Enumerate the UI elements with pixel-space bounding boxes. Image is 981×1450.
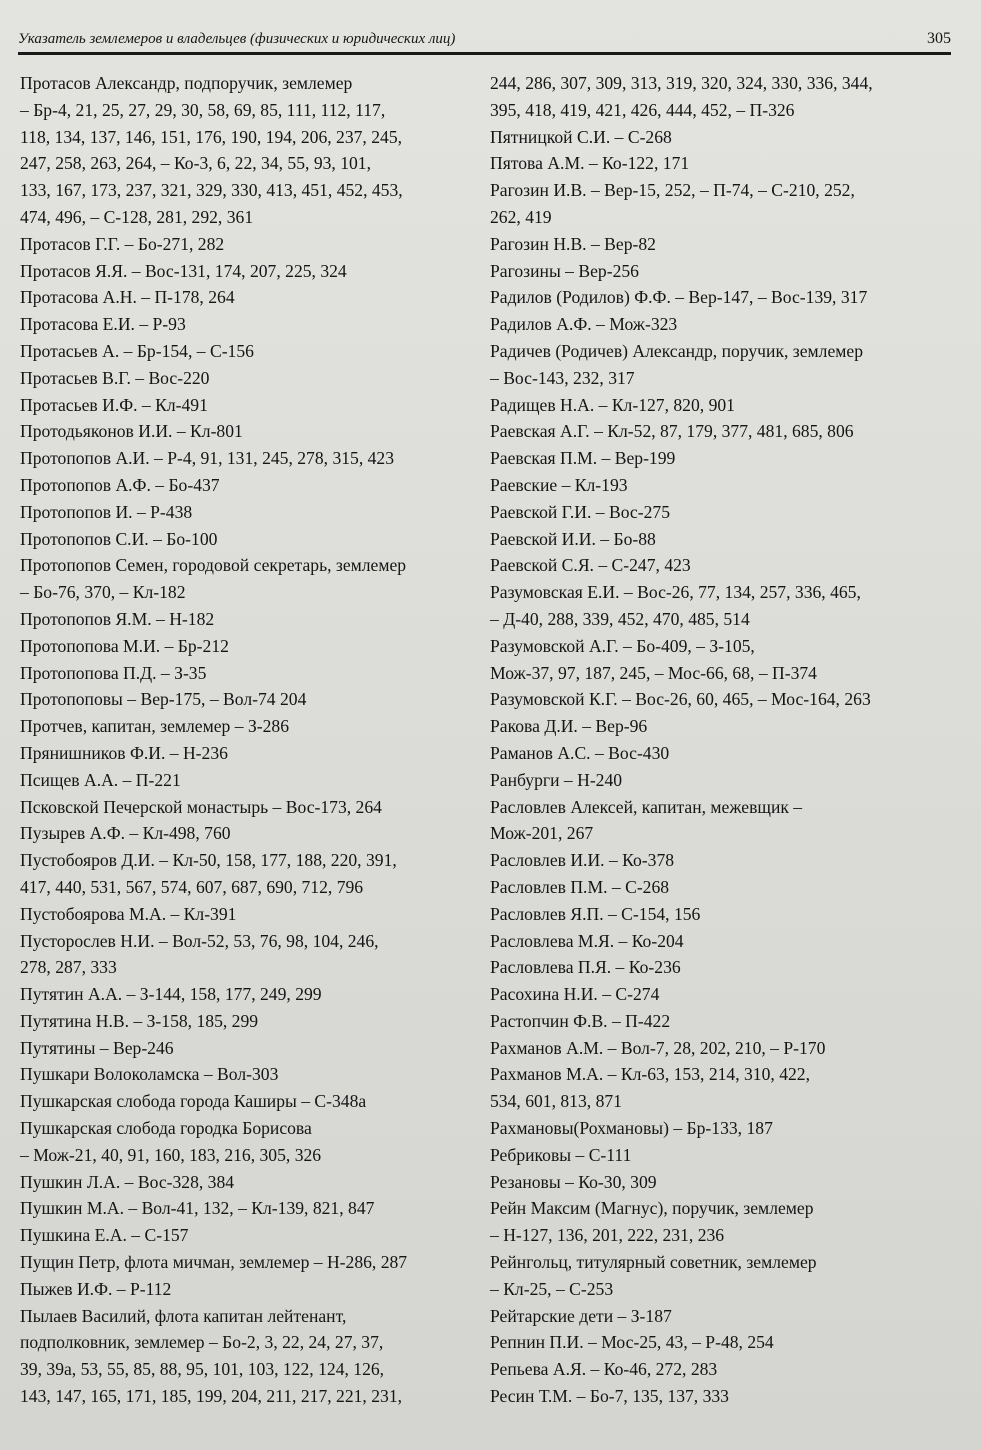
entry-first-line: Репнин П.И. – Мос-25, 43, – Р-48, 254 xyxy=(490,1332,774,1353)
entry-first-line: Раевской С.Я. – С-247, 423 xyxy=(490,555,691,576)
entry-continuation-line: 133, 167, 173, 237, 321, 329, 330, 413, 451, 452, 453, xyxy=(20,180,403,201)
entry-first-line: Протопопова П.Д. – З-35 xyxy=(20,662,207,683)
index-entry xyxy=(20,928,465,982)
entry-continuation-line: – Бо-76, 370, – Кл-182 xyxy=(20,582,186,603)
entry-first-line: Протопопова М.И. – Бр-212 xyxy=(20,635,229,656)
entry-continuation-line: Мож-37, 97, 187, 245, – Мос-66, 68, – П-374 xyxy=(490,662,817,683)
page-number: 305 xyxy=(927,30,951,47)
index-entry xyxy=(490,445,950,472)
entry-first-line: Растопчин Ф.В. – П-422 xyxy=(490,1010,671,1031)
entry-first-line: Протопопов И. – Р-438 xyxy=(20,501,193,522)
entry-continuation-line: – Вос-143, 232, 317 xyxy=(490,367,635,388)
entry-first-line: Пустороcлев Н.И. – Вол-52, 53, 76, 98, 104, 246, xyxy=(20,930,379,951)
entry-first-line: Путятин А.А. – З-144, 158, 177, 249, 299 xyxy=(20,984,322,1005)
entry-first-line: Псищев А.А. – П-221 xyxy=(20,769,181,790)
index-entry xyxy=(20,1276,465,1303)
entry-first-line: Пушкин М.А. – Вол-41, 132, – Кл-139, 821, 847 xyxy=(20,1198,375,1219)
entry-first-line: Прянишников Ф.И. – Н-236 xyxy=(20,742,228,763)
index-entry xyxy=(20,1008,465,1035)
entry-first-line: Протчев, капитан, землемер – З-286 xyxy=(20,716,290,737)
entry-first-line: Резановы – Ко-30, 309 xyxy=(490,1171,657,1192)
entry-first-line: Пушкарская слобода городка Борисова xyxy=(20,1118,312,1139)
entry-first-line: Пушкин Л.А. – Вос-328, 384 xyxy=(20,1171,235,1192)
entry-first-line: Расловлев Я.П. – С-154, 156 xyxy=(490,903,701,924)
index-entry xyxy=(20,338,465,365)
entry-first-line: Репьева А.Я. – Ко-46, 272, 283 xyxy=(490,1359,718,1380)
index-entry xyxy=(20,1169,465,1196)
index-entry xyxy=(20,686,465,713)
index-entry xyxy=(20,392,465,419)
index-entry xyxy=(490,177,950,231)
running-header xyxy=(18,18,951,55)
entry-first-line: Протасова Е.И. – Р-93 xyxy=(20,314,186,335)
index-entry xyxy=(490,1383,950,1410)
entry-first-line: Пустобояров Д.И. – Кл-50, 158, 177, 188, 220, 391, xyxy=(20,850,397,871)
entry-first-line: Протасьев И.Ф. – Кл-491 xyxy=(20,394,208,415)
entry-first-line: Протопопов Я.М. – Н-182 xyxy=(20,608,215,629)
index-entry xyxy=(20,820,465,847)
entry-first-line: Раевские – Кл-193 xyxy=(490,474,628,495)
entry-first-line: 244, 286, 307, 309, 313, 319, 320, 324, 330, 336, 344, xyxy=(490,73,873,93)
entry-first-line: Путятина Н.В. – З-158, 185, 299 xyxy=(20,1010,259,1031)
entry-first-line: Протасов Г.Г. – Бо-271, 282 xyxy=(20,233,225,254)
entry-continuation-line: 534, 601, 813, 871 xyxy=(490,1091,622,1112)
index-entry xyxy=(490,70,950,124)
index-entry xyxy=(490,1115,950,1142)
entry-first-line: Разумовская Е.И. – Вос-26, 77, 134, 257, 336, 465, xyxy=(490,582,861,603)
entry-first-line: Рахманов А.М. – Вол-7, 28, 202, 210, – Р-170 xyxy=(490,1037,826,1058)
index-entry xyxy=(490,981,950,1008)
entry-first-line: Раевская А.Г. – Кл-52, 87, 179, 377, 481, 685, 806 xyxy=(490,421,854,442)
entry-first-line: Протопопов А.И. – Р-4, 91, 131, 245, 278, 315, 423 xyxy=(20,448,395,469)
index-entry xyxy=(20,552,465,606)
entry-first-line: Протопопов С.И. – Бо-100 xyxy=(20,528,218,549)
entry-first-line: Ресин Т.М. – Бо-7, 135, 137, 333 xyxy=(490,1386,729,1407)
entry-first-line: Протасов Александр, подпоручик, землемер xyxy=(20,73,353,93)
index-entry xyxy=(490,1249,950,1303)
index-entry xyxy=(490,231,950,258)
index-entry xyxy=(20,472,465,499)
index-entry xyxy=(20,633,465,660)
entry-first-line: Расловлев И.И. – Ко-378 xyxy=(490,850,675,871)
entry-first-line: Пушкари Волоколамска – Вол-303 xyxy=(20,1064,279,1085)
entry-first-line: Расловлева М.Я. – Ко-204 xyxy=(490,930,684,951)
index-entry xyxy=(490,1303,950,1330)
entry-first-line: Радичев (Родичев) Александр, поручик, землемер xyxy=(490,340,864,361)
entry-first-line: Ребриковы – С-111 xyxy=(490,1144,632,1165)
index-entry xyxy=(20,981,465,1008)
index-entry xyxy=(490,686,950,713)
index-entry xyxy=(20,284,465,311)
index-column-left xyxy=(20,70,465,1410)
index-entry xyxy=(490,472,950,499)
index-entry xyxy=(490,1329,950,1356)
index-entry xyxy=(20,847,465,901)
index-entry xyxy=(490,794,950,848)
index-entry xyxy=(20,713,465,740)
entry-first-line: Пятницкой С.И. – С-268 xyxy=(490,126,672,147)
index-entry xyxy=(490,1142,950,1169)
index-entry xyxy=(490,124,950,151)
entry-first-line: Раевской Г.И. – Вос-275 xyxy=(490,501,670,522)
entry-first-line: Протодьяконов И.И. – Кл-801 xyxy=(20,421,243,442)
header-title: Указатель землемеров и владельцев (физических и юридических лиц) xyxy=(18,31,456,47)
entry-first-line: Раевской И.И. – Бо-88 xyxy=(490,528,656,549)
index-entry xyxy=(20,794,465,821)
index-entry xyxy=(490,311,950,338)
entry-first-line: Протасова А.Н. – П-178, 264 xyxy=(20,287,235,308)
entry-first-line: Протопопов А.Ф. – Бо-437 xyxy=(20,474,220,495)
entry-first-line: Рагозин Н.В. – Вер-82 xyxy=(490,233,656,254)
entry-first-line: Протасьев В.Г. – Вос-220 xyxy=(20,367,210,388)
index-entry xyxy=(20,499,465,526)
entry-first-line: Раевская П.М. – Вер-199 xyxy=(490,448,676,469)
entry-continuation-line: 247, 258, 263, 264, – Ко-3, 6, 22, 34, 55, 93, 101, xyxy=(20,153,371,174)
entry-first-line: Пузырев А.Ф. – Кл-498, 760 xyxy=(20,823,231,844)
index-entry xyxy=(490,552,950,579)
entry-first-line: Раманов А.С. – Вос-430 xyxy=(490,742,670,763)
index-entry xyxy=(20,1303,465,1410)
index-entry xyxy=(490,954,950,981)
index-column-right xyxy=(490,70,950,1410)
index-entry xyxy=(20,1035,465,1062)
entry-first-line: Рейнгольц, титулярный советник, землемер xyxy=(490,1252,817,1273)
index-entry xyxy=(20,660,465,687)
index-entry xyxy=(20,258,465,285)
entry-first-line: Разумовской А.Г. – Бо-409, – З-105, xyxy=(490,635,755,656)
index-entry xyxy=(20,767,465,794)
entry-continuation-line: 118, 134, 137, 146, 151, 176, 190, 194, 206, 237, 245, xyxy=(20,126,403,147)
index-entry xyxy=(490,1195,950,1249)
entry-first-line: Пущин Петр, флота мичман, землемер – Н-286, 287 xyxy=(20,1252,408,1273)
index-entry xyxy=(490,1061,950,1115)
index-entry xyxy=(20,1115,465,1169)
entry-first-line: Пустобоярова М.А. – Кл-391 xyxy=(20,903,237,924)
index-entry xyxy=(490,1035,950,1062)
entry-first-line: Радилов (Родилов) Ф.Ф. – Вер-147, – Вос-139, 317 xyxy=(490,287,868,308)
entry-first-line: Пятова А.М. – Ко-122, 171 xyxy=(490,153,690,174)
entry-continuation-line: 395, 418, 419, 421, 426, 444, 452, – П-326 xyxy=(490,99,795,120)
index-entry xyxy=(20,901,465,928)
index-entry xyxy=(490,418,950,445)
index-entry xyxy=(490,284,950,311)
index-entry xyxy=(20,365,465,392)
entry-continuation-line: 143, 147, 165, 171, 185, 199, 204, 211, 217, 221, 231, xyxy=(20,1386,403,1407)
entry-first-line: Протасьев А. – Бр-154, – С-156 xyxy=(20,340,254,361)
entry-continuation-line: 262, 419 xyxy=(490,206,552,227)
entry-first-line: Рагозин И.В. – Вер-15, 252, – П-74, – С-210, 252, xyxy=(490,180,855,201)
index-entry xyxy=(490,928,950,955)
index-entry xyxy=(490,392,950,419)
index-entry xyxy=(490,740,950,767)
entry-first-line: Пылаев Василий, флота капитан лейтенант, xyxy=(20,1305,347,1326)
index-entry xyxy=(20,70,465,231)
index-entry xyxy=(490,258,950,285)
index-entry xyxy=(490,499,950,526)
index-entry xyxy=(490,1169,950,1196)
entry-continuation-line: подполковник, землемер – Бо-2, 3, 22, 24, 27, 37, xyxy=(20,1332,384,1353)
entry-first-line: Расловлева П.Я. – Ко-236 xyxy=(490,957,681,978)
entry-first-line: Радищев Н.А. – Кл-127, 820, 901 xyxy=(490,394,735,415)
entry-continuation-line: 278, 287, 333 xyxy=(20,957,117,978)
entry-first-line: Рахмановы(Рохмановы) – Бр-133, 187 xyxy=(490,1118,773,1139)
index-entry xyxy=(490,713,950,740)
index-entry xyxy=(490,338,950,392)
entry-first-line: Разумовской К.Г. – Вос-26, 60, 465, – Мос-164, 263 xyxy=(490,689,871,710)
index-entry xyxy=(20,606,465,633)
entry-first-line: Расохина Н.И. – С-274 xyxy=(490,984,660,1005)
entry-first-line: Радилов А.Ф. – Мож-323 xyxy=(490,314,678,335)
index-entry xyxy=(490,901,950,928)
index-entry xyxy=(490,633,950,687)
entry-first-line: Ранбурги – Н-240 xyxy=(490,769,623,790)
entry-first-line: Протопопов Семен, городовой секретарь, землемер xyxy=(20,555,407,576)
index-entry xyxy=(20,445,465,472)
entry-first-line: Протасов Я.Я. – Вос-131, 174, 207, 225, 324 xyxy=(20,260,347,281)
index-entry xyxy=(490,526,950,553)
index-entry xyxy=(490,874,950,901)
entry-continuation-line: – Бр-4, 21, 25, 27, 29, 30, 58, 69, 85, 111, 112, 117, xyxy=(20,99,386,120)
entry-continuation-line: Мож-201, 267 xyxy=(490,823,594,844)
entry-continuation-line: 39, 39а, 53, 55, 85, 88, 95, 101, 103, 122, 124, 126, xyxy=(20,1359,385,1380)
entry-first-line: Псковской Печерской монастырь – Вос-173, 264 xyxy=(20,796,382,817)
entry-first-line: Рейн Максим (Магнус), поручик, землемер xyxy=(490,1198,814,1219)
entry-first-line: Протопоповы – Вер-175, – Вол-74 204 xyxy=(20,689,307,710)
entry-continuation-line: – Н-127, 136, 201, 222, 231, 236 xyxy=(490,1225,725,1246)
entry-continuation-line: 474, 496, – С-128, 281, 292, 361 xyxy=(20,206,254,227)
entry-continuation-line: – Д-40, 288, 339, 452, 470, 485, 514 xyxy=(490,608,750,629)
index-entry xyxy=(490,150,950,177)
entry-first-line: Рахманов М.А. – Кл-63, 153, 214, 310, 422, xyxy=(490,1064,810,1085)
index-entry xyxy=(20,311,465,338)
index-entry xyxy=(490,847,950,874)
index-entry xyxy=(20,1195,465,1222)
index-entry xyxy=(20,740,465,767)
index-entry xyxy=(20,1249,465,1276)
entry-first-line: Расловлев Алексей, капитан, межевщик – xyxy=(490,796,803,817)
index-entry xyxy=(490,767,950,794)
index-entry xyxy=(20,418,465,445)
entry-first-line: Путятины – Вер-246 xyxy=(20,1037,174,1058)
entry-first-line: Пушкарская слобода города Каширы – С-348а xyxy=(20,1091,367,1112)
entry-continuation-line: 417, 440, 531, 567, 574, 607, 687, 690, 712, 796 xyxy=(20,876,364,897)
entry-first-line: Пыжев И.Ф. – Р-112 xyxy=(20,1278,172,1299)
index-entry xyxy=(20,1061,465,1088)
index-entry xyxy=(20,526,465,553)
index-entry xyxy=(490,1356,950,1383)
index-entry xyxy=(490,1008,950,1035)
entry-first-line: Пушкина Е.А. – С-157 xyxy=(20,1225,189,1246)
entry-continuation-line: – Кл-25, – С-253 xyxy=(490,1278,614,1299)
entry-first-line: Ракова Д.И. – Вер-96 xyxy=(490,716,648,737)
index-entry xyxy=(20,231,465,258)
entry-first-line: Рагозины – Вер-256 xyxy=(490,260,639,281)
entry-continuation-line: – Мож-21, 40, 91, 160, 183, 216, 305, 326 xyxy=(20,1144,322,1165)
index-entry xyxy=(20,1088,465,1115)
index-entry xyxy=(20,1222,465,1249)
entry-first-line: Рейтарские дети – З-187 xyxy=(490,1305,672,1326)
entry-first-line: Расловлев П.М. – С-268 xyxy=(490,876,670,897)
index-entry xyxy=(490,579,950,633)
